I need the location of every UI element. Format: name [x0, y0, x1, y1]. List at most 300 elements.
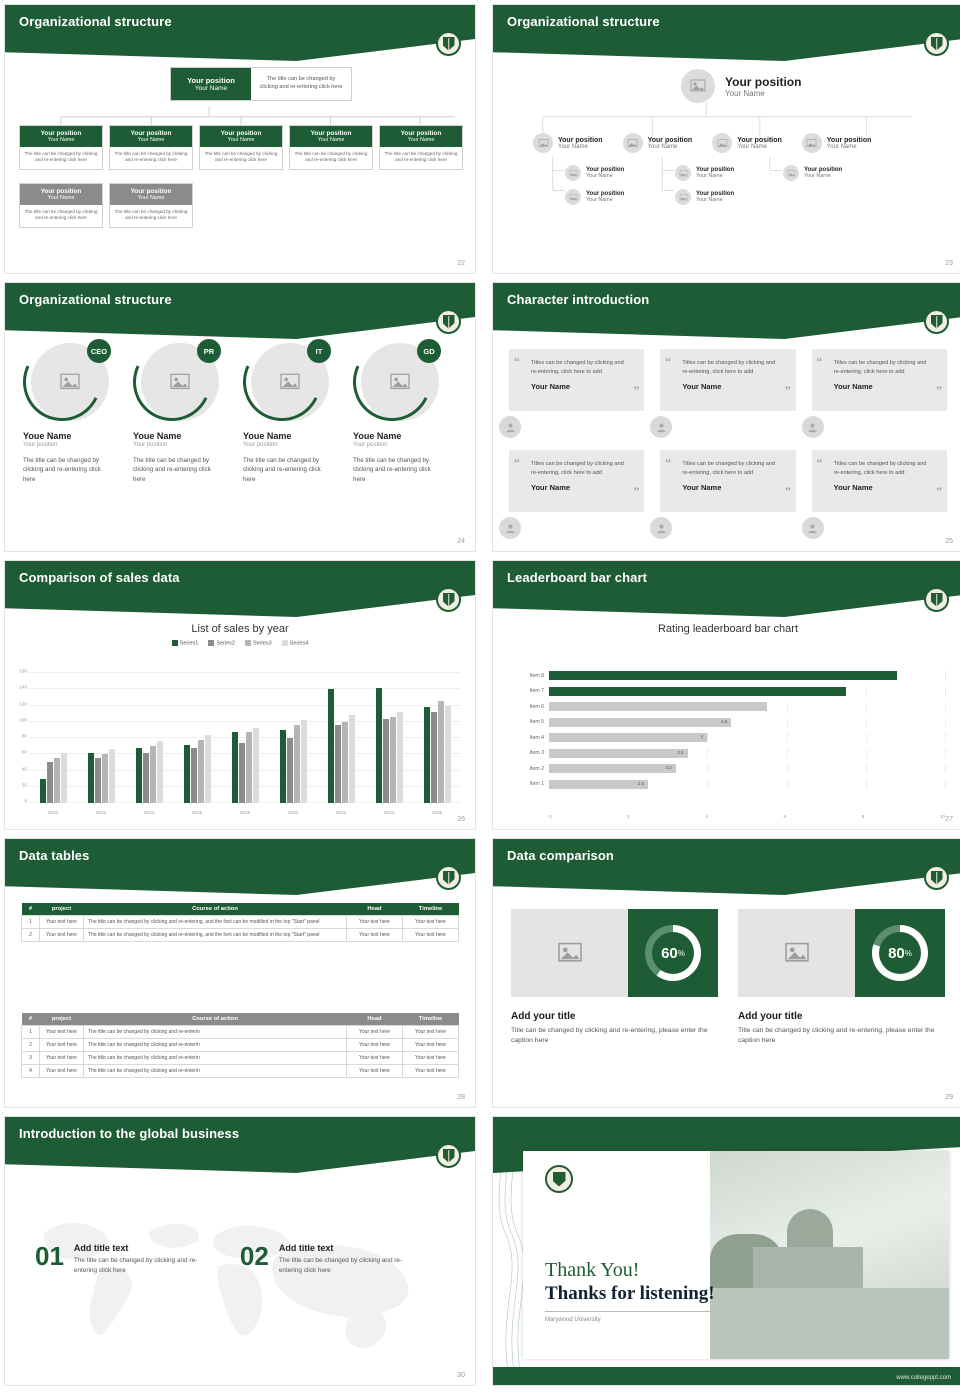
table-row	[22, 1026, 459, 1039]
bar	[424, 707, 430, 803]
bar-group	[413, 673, 461, 803]
table-cell[interactable]: Your text here	[347, 916, 403, 929]
photo-placeholder-icon	[533, 133, 553, 153]
table-header-cell: project	[40, 1013, 84, 1026]
gridline	[866, 687, 867, 696]
bar	[88, 753, 94, 803]
bar-value-label: 4	[700, 734, 704, 739]
legend-item: Series3	[245, 640, 272, 646]
org-top-name: Your Name	[725, 88, 765, 98]
slide-title: Comparison of sales data	[19, 570, 180, 585]
testimonial-name: Your Name	[682, 483, 722, 493]
table-header-cell: project	[40, 903, 84, 916]
org-row-1	[19, 125, 463, 170]
person-photo[interactable]	[361, 343, 439, 421]
gridline	[707, 749, 708, 758]
person-text: The title can be changed by clicking and re-entering click here	[23, 457, 101, 483]
slide-organizational-structure-2[interactable]	[492, 4, 960, 274]
bar	[549, 687, 846, 696]
y-tick-label: 120	[19, 701, 27, 706]
gridline	[866, 780, 867, 789]
x-tick-label: 2018	[239, 810, 251, 815]
donut-container	[628, 909, 718, 997]
x-tick-label: 4	[705, 814, 708, 819]
bar	[102, 754, 108, 803]
table-cell[interactable]: Your text here	[40, 1039, 84, 1052]
thankyou-subtitle: Marywood University	[545, 1317, 601, 1323]
table-row	[22, 1039, 459, 1052]
bottom-band	[493, 1367, 960, 1385]
org-top-node-header	[171, 68, 251, 100]
testimonial-card[interactable]	[660, 450, 795, 537]
people-row	[23, 343, 443, 484]
bar	[549, 749, 688, 758]
testimonial-name: Your Name	[833, 382, 873, 392]
gridline	[945, 764, 946, 773]
bar-series-container	[29, 673, 461, 803]
table-header-cell: Head	[347, 903, 403, 916]
page-number: 24	[457, 538, 465, 545]
slide-thank-you[interactable]	[492, 1116, 960, 1386]
bar	[383, 719, 389, 804]
table-cell[interactable]: Your text here	[403, 1052, 459, 1065]
org-node[interactable]	[712, 133, 782, 153]
x-tick-label: 2	[627, 814, 630, 819]
org-level-2-group	[565, 165, 624, 205]
org-node[interactable]	[533, 133, 603, 153]
table-cell[interactable]: The title can be changed by clicking and re-enterin	[84, 1039, 347, 1052]
data-table-2[interactable]	[21, 1013, 459, 1078]
table-cell[interactable]: The title can be changed by clicking and re-entering, and the font can be modified in the top "Start" panel	[84, 929, 347, 942]
slide-organizational-structure-3[interactable]	[4, 282, 476, 552]
org-node-name: Your Name	[586, 197, 613, 203]
avatar	[802, 416, 824, 438]
table-cell[interactable]: Your text here	[347, 1026, 403, 1039]
bar	[549, 764, 676, 773]
gridline	[787, 733, 788, 742]
bar	[549, 718, 731, 727]
org-node[interactable]	[565, 189, 624, 205]
chart-x-axis	[29, 810, 461, 815]
person-photo[interactable]	[251, 343, 329, 421]
org-card[interactable]	[379, 125, 463, 170]
org-node-position: Your position	[826, 136, 872, 144]
quote-open-icon: “	[816, 455, 823, 470]
comparison-text: Title can be changed by clicking and re-entering, please enter the caption here	[738, 1027, 935, 1045]
bar	[184, 745, 190, 804]
testimonial-text: Titles can be changed by clicking and re-entering, click here to add	[531, 461, 624, 476]
bar	[239, 743, 245, 803]
role-badge: IT	[307, 339, 331, 363]
photo-placeholder-icon	[623, 133, 643, 153]
bar	[95, 758, 101, 804]
bar	[280, 730, 286, 803]
global-items	[35, 1243, 409, 1277]
table-cell[interactable]: Your text here	[40, 929, 84, 942]
bar	[431, 712, 437, 803]
testimonial-name: Your Name	[682, 382, 722, 392]
bar-value-label: 3.2	[665, 765, 672, 770]
x-tick-label: 6	[783, 814, 787, 819]
bar	[253, 728, 259, 803]
slide-leaderboard-bar-chart[interactable]	[492, 560, 960, 830]
x-tick-label: 2024	[383, 810, 395, 815]
person-position: Your position	[353, 442, 388, 448]
org-level-2-group	[783, 165, 842, 181]
page-number: 23	[945, 260, 953, 267]
testimonial-card[interactable]	[660, 349, 795, 436]
table-cell[interactable]: Your text here	[403, 929, 459, 942]
slide-title: Organizational structure	[19, 14, 172, 29]
table-header-row	[22, 1013, 459, 1026]
avatar	[802, 517, 824, 539]
chart-plot-area	[19, 668, 461, 804]
table-cell[interactable]: Your text here	[40, 916, 84, 929]
org-card-position: Your position	[40, 130, 82, 137]
person-card[interactable]	[353, 343, 443, 484]
person-photo[interactable]	[31, 343, 109, 421]
person-card[interactable]	[243, 343, 333, 484]
org-node[interactable]	[623, 133, 693, 153]
bar-value-label: 3.5	[677, 749, 684, 755]
org-card[interactable]	[19, 183, 103, 228]
org-node[interactable]	[802, 133, 872, 153]
bar-track	[549, 687, 945, 696]
bar-group	[317, 673, 365, 803]
table-cell[interactable]: Your text here	[403, 1026, 459, 1039]
quote-open-icon: “	[514, 455, 520, 470]
world-map-graphic	[5, 1173, 475, 1386]
org-top-note: The title can be changed by clicking and re-entering click here	[251, 68, 351, 100]
gridline	[707, 764, 708, 773]
gridline	[945, 780, 946, 789]
gridline	[866, 702, 867, 711]
testimonial-text: Titles can be changed by clicking and re-entering, click here to add	[682, 461, 776, 476]
image-placeholder[interactable]	[738, 909, 855, 997]
org-top-node[interactable]	[681, 69, 801, 103]
gridline	[945, 718, 946, 727]
org-node-position: Your position	[586, 191, 625, 197]
bar	[390, 717, 396, 803]
bar-label: Item 1	[529, 781, 544, 787]
quote-open-icon: “	[816, 354, 823, 369]
item-number: 01	[35, 1241, 64, 1271]
bar	[40, 779, 46, 803]
gridline	[945, 733, 946, 742]
table-cell[interactable]: Your text here	[347, 929, 403, 942]
gridline	[866, 749, 867, 758]
org-row-2	[19, 183, 193, 228]
table-cell[interactable]: Your text here	[40, 1026, 84, 1039]
slide-organizational-structure-1[interactable]	[4, 4, 476, 274]
bar-track	[549, 749, 945, 758]
comparison-item[interactable]	[511, 909, 718, 1046]
org-node-name: Your Name	[586, 173, 613, 179]
org-node[interactable]	[675, 189, 734, 205]
org-card-name: Your Name	[407, 137, 435, 143]
org-node-name: Your Name	[647, 143, 678, 150]
table-cell[interactable]: The title can be changed by clicking and re-entering, and the font can be modified in the top "Start" panel	[84, 916, 347, 929]
page-number: 25	[945, 538, 953, 545]
table-cell[interactable]: The title can be changed by clicking and re-enterin	[84, 1026, 347, 1039]
bar	[549, 780, 648, 789]
avatar	[650, 517, 672, 539]
item-text: The title can be changed by clicking and re-entering click here	[278, 1257, 403, 1275]
table-cell[interactable]: The title can be changed by clicking and re-enterin	[84, 1052, 347, 1065]
bar-row	[507, 685, 945, 698]
gridline	[707, 780, 708, 789]
bar-track	[549, 780, 945, 789]
person-card[interactable]	[133, 343, 223, 484]
org-node-name: Your Name	[804, 173, 831, 179]
bar	[54, 758, 60, 804]
bar	[61, 753, 67, 803]
x-tick-label: 8	[861, 814, 865, 819]
university-crest-icon	[436, 587, 461, 612]
bar	[438, 701, 444, 803]
org-node-name: Your Name	[696, 173, 723, 179]
quote-close-icon: ”	[936, 383, 942, 398]
table-cell[interactable]: The title can be changed by clicking and re-enterin	[84, 1065, 347, 1078]
university-crest-icon	[924, 865, 949, 890]
university-crest-icon	[924, 309, 949, 334]
bar	[191, 748, 197, 803]
bar-track	[549, 671, 945, 680]
org-node-name: Your Name	[696, 197, 723, 203]
org-card[interactable]	[109, 183, 193, 228]
table-row	[22, 1052, 459, 1065]
org-node[interactable]	[675, 165, 734, 181]
org-card[interactable]	[199, 125, 283, 170]
person-name: Youe Name	[23, 431, 72, 441]
table-header-cell: Timeline	[403, 903, 459, 916]
x-tick-label: 2010	[47, 810, 59, 815]
thankyou-line-2: Thanks for listening!	[545, 1283, 715, 1304]
testimonial-name: Your Name	[531, 483, 571, 493]
bar	[136, 748, 142, 803]
table-header-cell: Course of action	[84, 1013, 347, 1026]
donut-value: 60 %	[652, 932, 694, 974]
table-cell[interactable]: Your text here	[403, 1065, 459, 1078]
table-cell[interactable]: Your text here	[347, 1052, 403, 1065]
testimonial-card[interactable]	[509, 349, 644, 436]
gridline	[787, 718, 788, 727]
org-card[interactable]	[289, 125, 373, 170]
slide-character-introduction[interactable]	[492, 282, 960, 552]
photo-placeholder-icon	[784, 942, 810, 964]
comparison-row	[511, 909, 945, 1046]
bar	[47, 762, 53, 803]
university-crest-icon	[924, 31, 949, 56]
gridline	[787, 749, 788, 758]
table-cell[interactable]: Your text here	[403, 1039, 459, 1052]
x-tick-label: 10	[939, 814, 945, 819]
chart-title: Rating leaderboard bar chart	[657, 623, 799, 635]
photo-placeholder-icon	[681, 69, 715, 103]
table-cell: 2	[22, 1039, 40, 1052]
testimonial-name: Your Name	[833, 483, 873, 493]
bar	[376, 688, 382, 803]
bar	[301, 720, 307, 803]
chart-plot-area	[507, 669, 945, 805]
bar	[143, 753, 149, 803]
role-badge: PR	[197, 339, 221, 363]
quote-close-icon: ”	[784, 383, 791, 398]
testimonial-grid	[509, 349, 947, 537]
bar-row	[507, 731, 945, 744]
global-item[interactable]	[35, 1243, 204, 1277]
quote-open-icon: “	[514, 354, 520, 369]
photo-placeholder-icon	[565, 189, 581, 205]
avatar	[650, 416, 672, 438]
bar-group	[77, 673, 125, 803]
data-table-2-wrapper	[21, 1013, 459, 1078]
table-cell[interactable]: Your text here	[347, 1065, 403, 1078]
item-heading: Add title text	[73, 1243, 129, 1253]
table-cell[interactable]: Your text here	[403, 916, 459, 929]
org-card-name: Your Name	[137, 195, 165, 201]
bar-row	[507, 747, 945, 760]
org-top-position: Your position	[187, 76, 235, 85]
bar-group	[173, 673, 221, 803]
top-band	[493, 1117, 960, 1147]
testimonial-card[interactable]	[509, 450, 644, 537]
bar	[549, 702, 767, 711]
testimonial-text: Titles can be changed by clicking and re-entering, click here to add	[531, 360, 624, 375]
org-card-name: Your Name	[47, 137, 75, 143]
org-card[interactable]	[109, 125, 193, 170]
slide-title: Introduction to the global business	[19, 1126, 240, 1141]
bar	[335, 725, 341, 803]
item-heading: Add title text	[278, 1243, 334, 1253]
data-table-1[interactable]	[21, 903, 459, 942]
org-top-position: Your position	[725, 74, 802, 89]
org-top-node[interactable]	[170, 67, 352, 101]
slide-title: Data comparison	[507, 848, 614, 863]
bar	[109, 749, 115, 803]
gridline	[945, 749, 946, 758]
bar-label: Item 8	[529, 672, 544, 679]
chart-x-axis	[549, 814, 945, 819]
x-tick-label: 2012	[95, 810, 107, 815]
person-photo[interactable]	[141, 343, 219, 421]
donut-container	[855, 909, 945, 997]
campus-photo	[710, 1151, 949, 1359]
gridline	[945, 687, 946, 696]
donut-chart	[872, 925, 928, 981]
gridline	[866, 764, 867, 773]
photo-placeholder-icon	[557, 942, 583, 964]
bar-track	[549, 718, 945, 727]
bar-row	[507, 700, 945, 713]
global-item[interactable]	[240, 1243, 409, 1277]
gridline	[945, 702, 946, 711]
gridline	[866, 733, 867, 742]
testimonial-text: Titles can be changed by clicking and re-entering, click here to add	[833, 461, 927, 476]
org-level-1	[533, 133, 871, 153]
photo-placeholder-icon	[675, 189, 691, 205]
gridline	[787, 702, 788, 711]
comparison-heading: Add your title	[511, 1011, 576, 1022]
table-header-cell: Timeline	[403, 1013, 459, 1026]
slide-global-business[interactable]	[4, 1116, 476, 1386]
gridline	[866, 718, 867, 727]
org-node[interactable]	[783, 165, 842, 181]
bar	[328, 689, 334, 803]
table-cell[interactable]: Your text here	[40, 1052, 84, 1065]
x-tick-label: 2026	[431, 810, 443, 815]
org-card[interactable]	[19, 125, 103, 170]
photo-placeholder-icon	[783, 165, 799, 181]
org-node[interactable]	[565, 165, 624, 181]
org-card-note: The title can be changed by clicking and re-entering click here	[380, 147, 462, 169]
person-card[interactable]	[23, 343, 113, 484]
person-name: Youe Name	[353, 431, 402, 441]
photo-placeholder-icon	[675, 165, 691, 181]
testimonial-card[interactable]	[812, 450, 947, 537]
testimonial-card[interactable]	[812, 349, 947, 436]
page-number: 26	[457, 816, 465, 823]
bar	[549, 671, 897, 680]
slide-data-tables[interactable]	[4, 838, 476, 1108]
slide-comparison-of-sales-data[interactable]	[4, 560, 476, 830]
org-card-position: Your position	[400, 130, 442, 137]
quote-close-icon: ”	[784, 484, 791, 499]
org-node-position: Your position	[804, 167, 843, 173]
table-header-cell: #	[22, 1013, 40, 1026]
bar-value-label: 4.6	[720, 718, 728, 724]
slide-title: Data tables	[19, 848, 90, 863]
photo-placeholder-icon	[802, 133, 822, 153]
org-card-note: The title can be changed by clicking and re-entering click here	[20, 147, 102, 169]
comparison-item[interactable]	[738, 909, 945, 1046]
person-text: The title can be changed by clicking and re-entering click here	[243, 457, 321, 483]
org-card-name: Your Name	[317, 137, 345, 143]
table-cell[interactable]: Your text here	[347, 1039, 403, 1052]
org-card-note: The title can be changed by clicking and re-entering click here	[200, 147, 282, 169]
table-row	[22, 929, 459, 942]
org-card-position: Your position	[310, 130, 352, 137]
website-url: www.collegeppt.com	[896, 1375, 951, 1381]
table-cell: 2	[22, 929, 40, 942]
table-cell[interactable]: Your text here	[40, 1065, 84, 1078]
table-row	[22, 1065, 459, 1078]
slide-data-comparison[interactable]	[492, 838, 960, 1108]
table-cell: 1	[22, 1026, 40, 1039]
university-logo-icon	[545, 1165, 573, 1193]
y-tick-label: 0	[24, 798, 27, 804]
bar-label: Item 7	[529, 688, 544, 694]
bar-label: Item 6	[529, 703, 544, 710]
org-card-note: The title can be changed by clicking and re-entering click here	[110, 205, 192, 227]
org-card-note: The title can be changed by clicking and re-entering click here	[290, 147, 372, 169]
gridline	[707, 733, 708, 742]
quote-close-icon: ”	[633, 484, 640, 499]
y-tick-label: 60	[21, 749, 27, 755]
image-placeholder[interactable]	[511, 909, 628, 997]
donut-chart	[645, 925, 701, 981]
quote-close-icon: ”	[936, 484, 942, 499]
table-header-cell: Course of action	[84, 903, 347, 916]
y-tick-label: 160	[19, 668, 27, 674]
org-top-name: Your Name	[194, 85, 228, 92]
bar	[205, 735, 211, 803]
chart-legend	[5, 640, 475, 646]
bar-track	[549, 702, 945, 711]
y-tick-label: 80	[21, 733, 27, 739]
bar-row	[507, 778, 945, 791]
bar-group	[365, 673, 413, 803]
